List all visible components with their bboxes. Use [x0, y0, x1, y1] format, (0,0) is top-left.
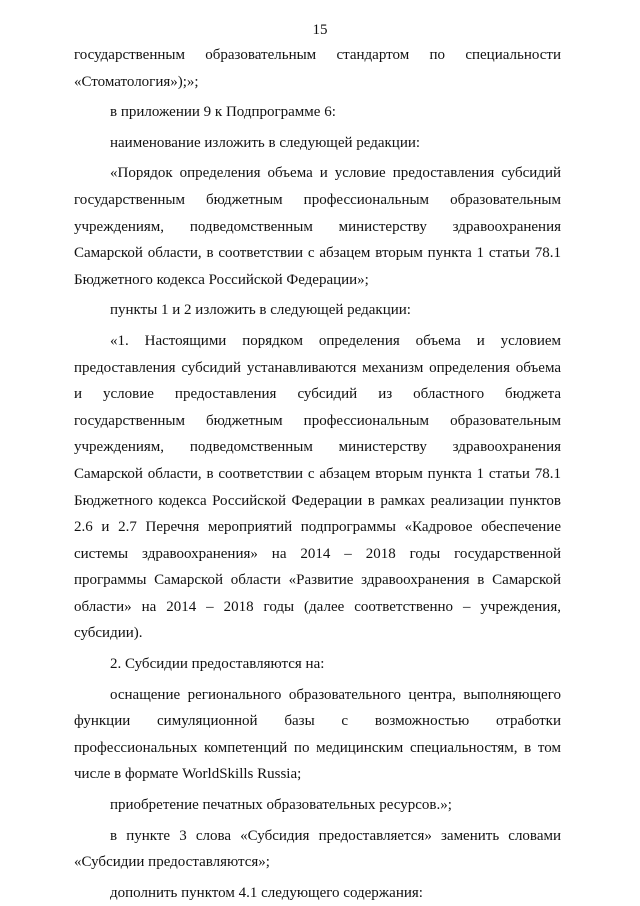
paragraph-title-amendment: наименование изложить в следующей редакции: [110, 134, 421, 151]
paragraph-printed-resources: приобретение печатных образовательных ресурсов.»; [110, 797, 452, 814]
paragraph-points-amendment: пункты 1 и 2 изложить в следующей редакции: [110, 302, 411, 319]
paragraph-point-1: «1. Настоящими порядком определения объема и условием предоставления субсидий устанавливаются механизм определения объема и условие предоставления субсидий из областного бюджета государственным бюджетным профессиональным образовательным учреждениям, подведомственным министерству здравоохранения Самарской области, в соответствии с абзацем вторым пункта 1 статьи 78.1 Бюджетного кодекса Российской Федерации в рамках реализации пунктов 2.6 и 2.7 Перечня мероприятий подпрограммы «Кадровое обеспечение системы здравоохранения» на 2014 – 2018 годы государственной программы Самарской области «Развитие здравоохранения в Самарской области» на 2014 – 2018 годы (далее соответственно – учреждения, субсидии). [74, 332, 561, 642]
paragraph-appendix-9: в приложении 9 к Подпрограмме 6: [110, 104, 336, 121]
paragraph-order-title: «Порядок определения объема и условие предоставления субсидий государственным бюджетным профессиональным образовательным учреждениям, подведомственным министерству здравоохранения Самарской области, в соответствии с абзацем вторым пункта 1 статьи 78.1 Бюджетного кодекса Российской Федерации»; [74, 165, 561, 288]
page-number: 15 [312, 22, 328, 38]
paragraph-point-4-1: дополнить пунктом 4.1 следующего содержания: [110, 884, 423, 901]
paragraph-point-2: 2. Субсидии предоставляются на: [110, 656, 325, 673]
paragraph-point-3: в пункте 3 слова «Субсидия предоставляется» заменить словами «Субсидии предоставляются»; [74, 827, 561, 871]
document-body [74, 42, 561, 906]
paragraph-equipment: оснащение регионального образовательного центра, выполняющего функции симуляционной базы с возможностью отработки профессиональных компетенций по медицинским специальностям, в том числе в формате WorldSkills Russia; [74, 686, 561, 783]
paragraph-continuation: государственным образовательным стандартом по специальности «Стоматология»);»; [74, 47, 561, 90]
